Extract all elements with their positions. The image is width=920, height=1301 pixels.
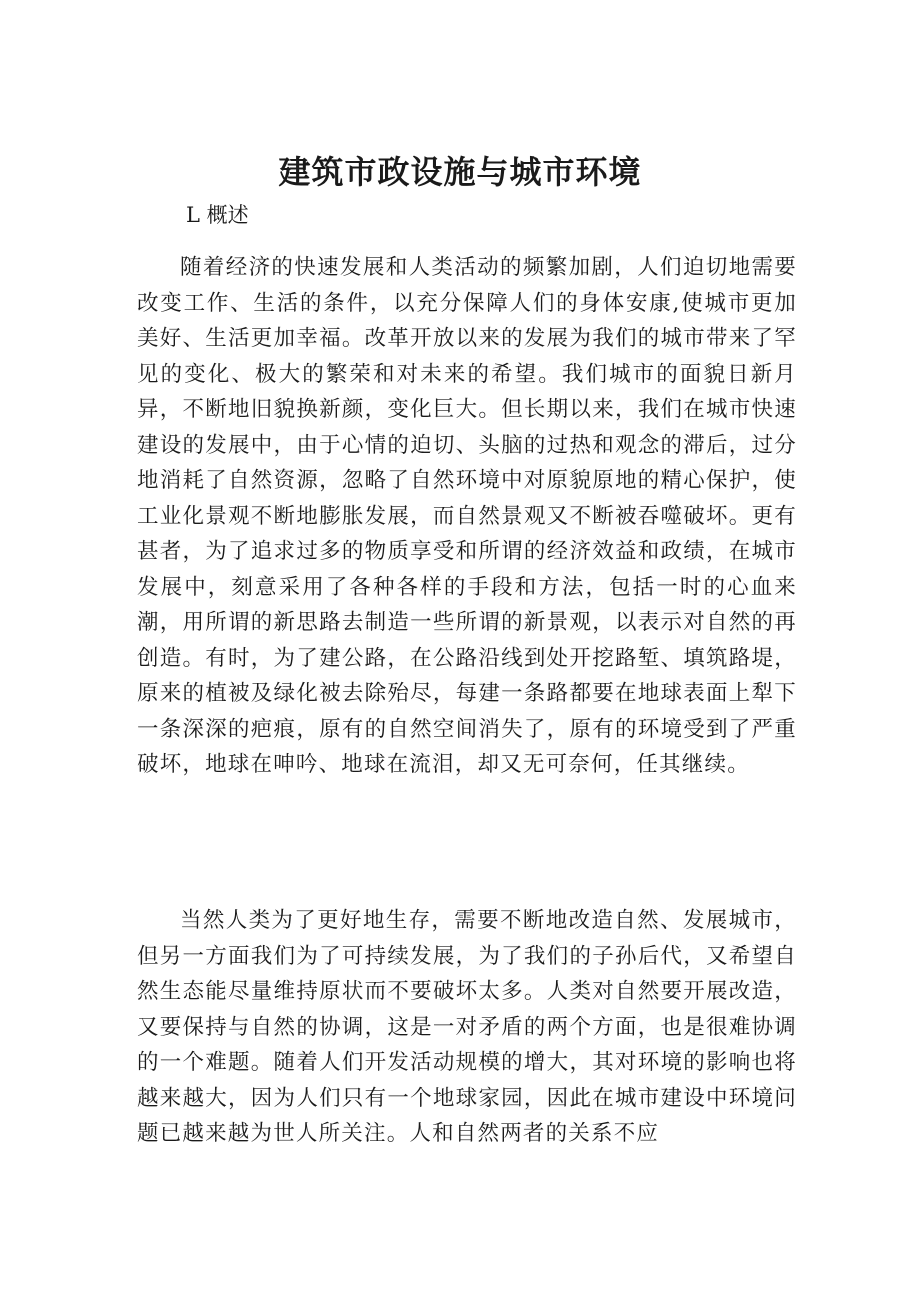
section-heading: L 概述: [186, 203, 249, 227]
body-paragraph-1: 随着经济的快速发展和人类活动的频繁加剧，人们迫切地需要改变工作、生活的条件，以充分保障人们的身体安康,使城市更加美好、生活更加幸福。改革开放以来的发展为我们的城市带来了罕见的变化、极大的繁荣和对未来的希望。我们城市的面貌日新月异，不断地旧貌换新颜，变化巨大。但长期以来，我们在城市快速建设的发展中，由于心情的迫切、头脑的过热和观念的滞后，过分地消耗了自然资源，忽略了自然环境中对原貌原地的精心保护，使工业化景观不断地膨胀发展，而自然景观又不断被吞噬破坏。更有甚者，为了追求过多的物质享受和所谓的经济效益和政绩，在城市发展中，刻意采用了各种各样的手段和方法，包括一时的心血来潮，用所谓的新思路去制造一些所谓的新景观，以表示对自然的再创造。有时，为了建公路，在公路沿线到处开挖路堑、填筑路堤，原来的植被及绿化被去除殆尽，每建一条路都要在地球表面上犁下一条深深的疤痕，原有的自然空间消失了，原有的环境受到了严重破坏，地球在呻吟、地球在流泪，却又无可奈何，任其继续。: [137, 255, 797, 777]
body-paragraph-2: 当然人类为了更好地生存，需要不断地改造自然、发展城市，但另一方面我们为了可持续发展，为了我们的子孙后代，又希望自然生态能尽量维持原状而不要破坏太多。人类对自然要开展改造，又要保持与自然的协调，这是一对矛盾的两个方面，也是很难协调的一个难题。随着人们开发活动规模的增大，其对环境的影响也将越来越大，因为人们只有一个地球家园，因此在城市建设中环境问题已越来越为世人所关注。人和自然两者的关系不应: [137, 908, 797, 1146]
document-title: 建筑市政设施与城市环境: [278, 153, 642, 192]
